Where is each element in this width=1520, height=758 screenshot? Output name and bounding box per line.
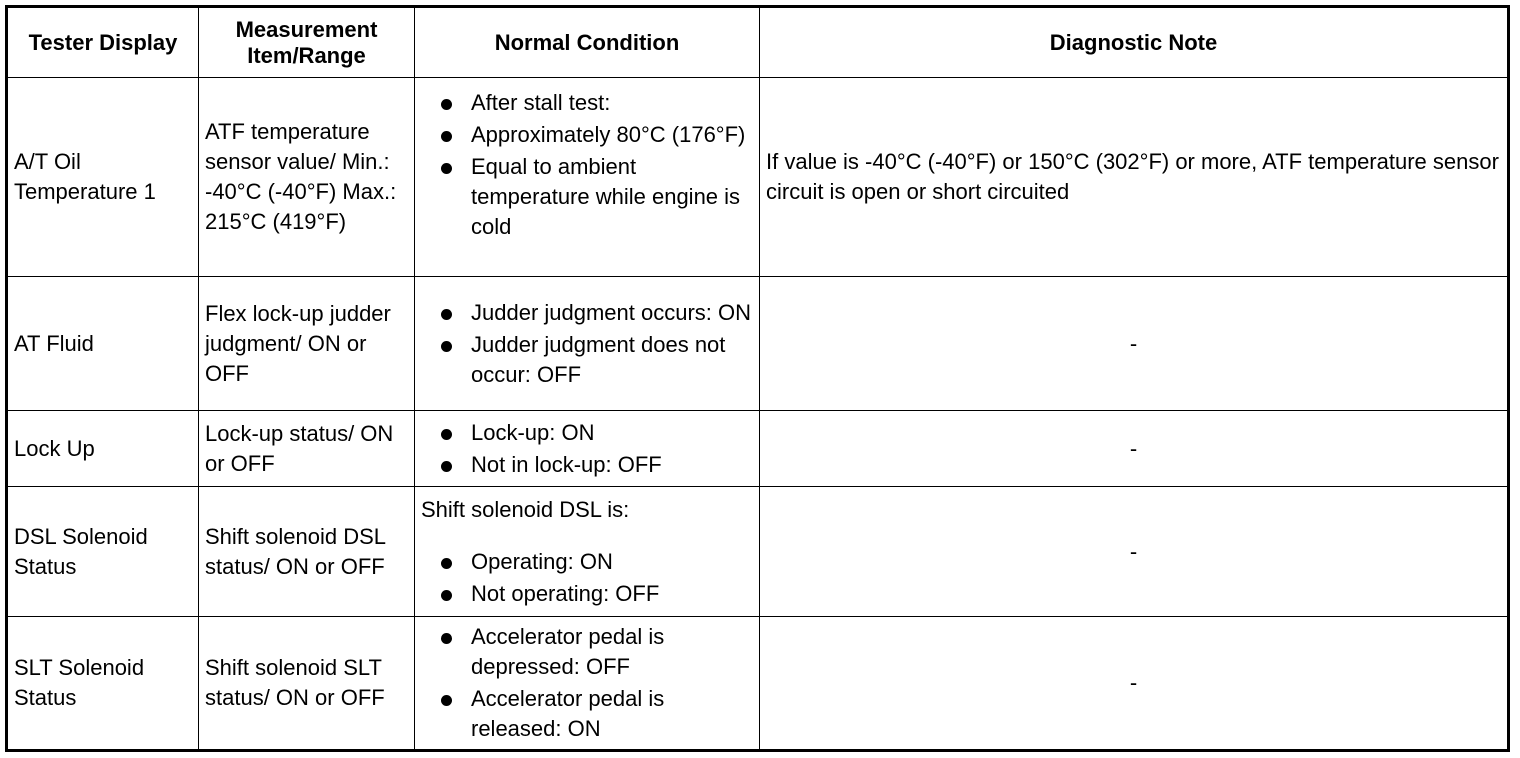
data-list-sheet — [5, 5, 1507, 752]
measurement-cell: Shift solenoid DSL status/ ON or OFF — [199, 487, 415, 617]
header-row — [7, 7, 1509, 78]
condition-lead-text: Shift solenoid DSL is: — [421, 496, 630, 522]
condition-text: Lock-up: ON — [471, 419, 595, 445]
normal-condition-cell — [415, 78, 760, 277]
condition-text: After stall test: — [471, 90, 611, 115]
header-diagnostic-note: Diagnostic Note — [760, 7, 1509, 78]
bullet-icon — [441, 131, 452, 142]
bullet-icon — [441, 558, 452, 569]
condition-text: Equal to ambient temperature while engine is cold — [471, 154, 741, 239]
tester-display-cell: SLT Solenoid Status — [7, 617, 199, 751]
list-item — [421, 547, 753, 577]
bullet-icon — [441, 695, 452, 706]
bullet-icon — [441, 309, 452, 320]
normal-condition-cell — [415, 277, 760, 411]
tester-display-cell: AT Fluid — [7, 277, 199, 411]
list-item — [421, 450, 753, 480]
condition-text: Approximately 80°C (176°F) — [471, 122, 746, 147]
diagnostic-note-cell: If value is -40°C (-40°F) or 150°C (302°F) or more, ATF temperature sensor circuit is open or short circuited — [760, 78, 1509, 277]
table-row — [7, 487, 1509, 617]
table-row — [7, 277, 1509, 411]
tester-display-cell: DSL Solenoid Status — [7, 487, 199, 617]
bullet-icon — [441, 429, 452, 440]
normal-condition-cell — [415, 411, 760, 487]
data-list-table — [5, 5, 1510, 752]
tester-display-cell: Lock Up — [7, 411, 199, 487]
condition-text: Accelerator pedal is depressed: OFF — [471, 624, 665, 679]
bullet-icon — [441, 163, 452, 174]
header-tester-display: Tester Display — [7, 7, 199, 78]
header-normal-condition: Normal Condition — [415, 7, 760, 78]
diagnostic-note-cell: - — [760, 411, 1509, 487]
normal-condition-cell — [415, 617, 760, 751]
condition-text: Judder judgment occurs: ON — [471, 299, 752, 325]
condition-list — [421, 547, 753, 609]
list-item — [421, 298, 753, 328]
bullet-icon — [441, 99, 452, 110]
condition-text: Not operating: OFF — [471, 580, 660, 606]
condition-list — [421, 418, 753, 480]
list-item — [421, 418, 753, 448]
condition-list — [421, 622, 753, 744]
list-item — [421, 88, 753, 118]
list-item — [421, 120, 753, 150]
list-item — [421, 579, 753, 609]
list-item — [421, 330, 753, 390]
measurement-cell: Flex lock-up judder judgment/ ON or OFF — [199, 277, 415, 411]
measurement-cell: ATF temperature sensor value/ Min.: -40°C (-40°F) Max.: 215°C (419°F) — [199, 78, 415, 277]
bullet-icon — [441, 461, 452, 472]
table-row — [7, 78, 1509, 277]
condition-text: Operating: ON — [471, 548, 613, 574]
bullet-icon — [441, 633, 452, 644]
table-row — [7, 617, 1509, 751]
condition-text: Not in lock-up: OFF — [471, 451, 662, 477]
condition-text: Accelerator pedal is released: ON — [471, 686, 665, 741]
bullet-icon — [441, 590, 452, 601]
table-row — [7, 411, 1509, 487]
header-measurement: Measurement Item/Range — [199, 7, 415, 78]
list-item — [421, 622, 753, 682]
bullet-icon — [441, 341, 452, 352]
condition-list — [421, 88, 753, 242]
diagnostic-note-cell: - — [760, 617, 1509, 751]
tester-display-cell: A/T Oil Temperature 1 — [7, 78, 199, 277]
measurement-cell: Shift solenoid SLT status/ ON or OFF — [199, 617, 415, 751]
condition-list — [421, 298, 753, 390]
measurement-cell: Lock-up status/ ON or OFF — [199, 411, 415, 487]
list-item — [421, 684, 753, 744]
diagnostic-note-cell: - — [760, 487, 1509, 617]
diagnostic-note-cell: - — [760, 277, 1509, 411]
condition-text: Judder judgment does not occur: OFF — [471, 331, 726, 387]
list-item — [421, 152, 753, 242]
normal-condition-cell — [415, 487, 760, 617]
